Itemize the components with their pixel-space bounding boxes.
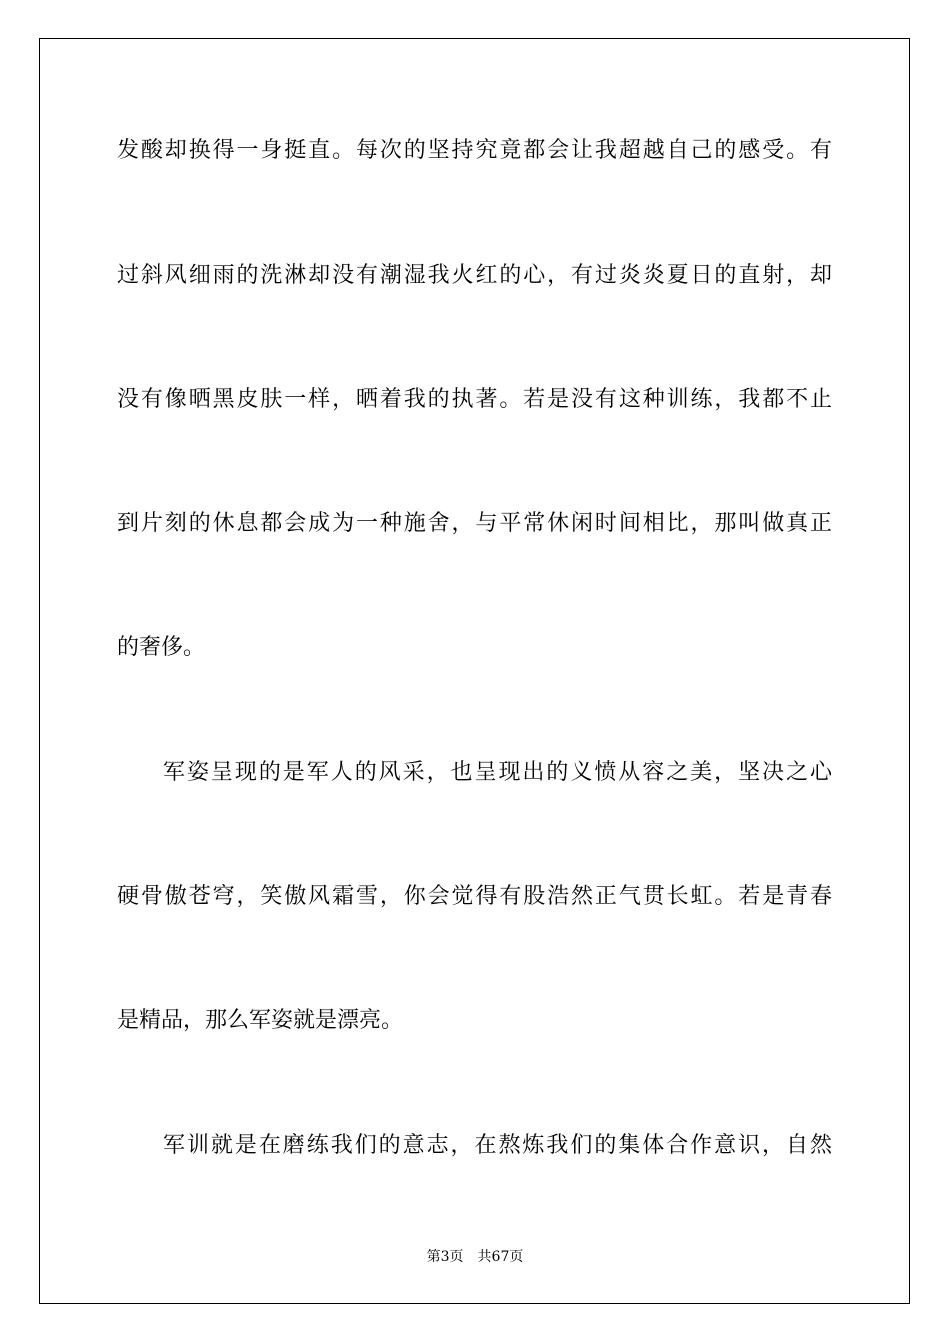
text-line: 是精品，那么军姿就是漂亮。 (117, 1008, 404, 1033)
text-line: 过斜风细雨的洗淋却没有潮湿我火红的心，有过炎炎夏日的直射，却 (117, 263, 832, 288)
paragraph-first-line: 军训就是在磨练我们的意志，在熬炼我们的集体合作意识，自然 (163, 1133, 832, 1158)
page-footer (0, 1248, 950, 1266)
text-line: 发酸却换得一身挺直。每次的坚持究竟都会让我超越自己的感受。有 (117, 138, 832, 163)
text-line: 没有像晒黑皮肤一样，晒着我的执著。若是没有这种训练，我都不止 (117, 387, 832, 412)
paragraph-first-line: 军姿呈现的是军人的风采，也呈现出的义愤从容之美，坚决之心 (163, 760, 832, 785)
text-line: 到片刻的休息都会成为一种施舍，与平常休闲时间相比，那叫做真正 (117, 511, 832, 536)
page-total: 共67页 (477, 1249, 524, 1265)
text-line: 硬骨傲苍穹，笑傲风霜雪，你会觉得有股浩然正气贯长虹。若是青春 (117, 884, 832, 909)
page-number: 第3页 (426, 1249, 464, 1265)
text-line: 的奢侈。 (117, 635, 206, 660)
page-border (39, 38, 910, 1304)
